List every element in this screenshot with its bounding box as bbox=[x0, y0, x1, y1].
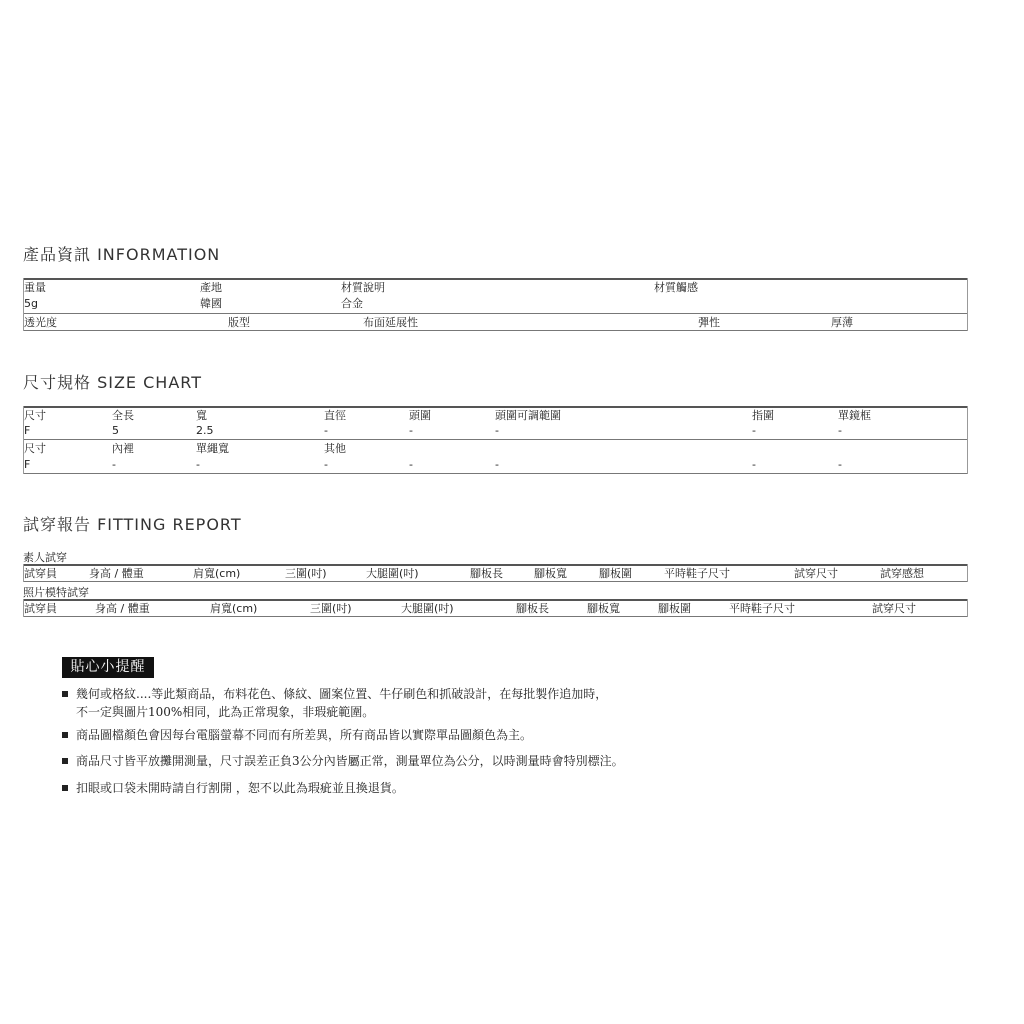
model-header-tried-size: 試穿尺寸 bbox=[872, 602, 916, 615]
amateur-label: 素人試穿 bbox=[23, 551, 67, 564]
info-section-title: 產品資訊 INFORMATION bbox=[23, 245, 221, 264]
divider bbox=[23, 439, 968, 440]
amateur-header-shoe-size: 平時鞋子尺寸 bbox=[664, 567, 730, 580]
info-header-material: 材質說明 bbox=[341, 281, 385, 294]
size-header-lens: 單鏡框 bbox=[838, 409, 871, 422]
info-header-stretch: 布面延展性 bbox=[363, 316, 418, 329]
amateur-header-height-weight: 身高 / 體重 bbox=[89, 567, 144, 580]
amateur-header-tester: 試穿員 bbox=[24, 567, 57, 580]
info-value-material: 合金 bbox=[341, 297, 363, 310]
size-value-diameter: - bbox=[324, 424, 328, 437]
fitting-section-title: 試穿報告 FITTING REPORT bbox=[23, 515, 242, 534]
size-value-lining: - bbox=[112, 458, 116, 471]
divider bbox=[23, 564, 968, 566]
size-header-finger: 指圍 bbox=[752, 409, 774, 422]
size-header-length: 全長 bbox=[112, 409, 134, 422]
info-table bbox=[23, 278, 968, 331]
size-header-width: 寬 bbox=[196, 409, 207, 422]
size-value-extra-4: - bbox=[838, 458, 842, 471]
size-header-head-adjust: 頭圍可調範圍 bbox=[495, 409, 561, 422]
divider bbox=[967, 278, 968, 331]
size-value-width: 2.5 bbox=[196, 424, 214, 437]
divider bbox=[23, 473, 968, 474]
divider bbox=[23, 616, 968, 617]
size-value-extra-1: - bbox=[409, 458, 413, 471]
size-header-head: 頭圍 bbox=[409, 409, 431, 422]
info-header-fit: 版型 bbox=[228, 316, 250, 329]
notice-text: 幾何或格紋....等此類商品，布料花色、條紋、圖案位置、牛仔刷色和抓破設計，在每批製作追加時， bbox=[76, 687, 608, 701]
info-header-opacity: 透光度 bbox=[24, 316, 57, 329]
model-header-tester: 試穿員 bbox=[24, 602, 57, 615]
amateur-header-thigh: 大腿圍(吋) bbox=[366, 567, 419, 580]
divider bbox=[23, 313, 968, 314]
amateur-header-feedback: 試穿感想 bbox=[880, 567, 924, 580]
notice-text: 商品圖檔顏色會因每台電腦螢幕不同而有所差異，所有商品皆以實際單品圖顏色為主。 bbox=[76, 728, 533, 742]
divider bbox=[967, 564, 968, 582]
size-header-rope-width: 單繩寬 bbox=[196, 442, 229, 455]
amateur-header-measurements: 三圍(吋) bbox=[285, 567, 327, 580]
model-header-foot-width: 腳板寬 bbox=[587, 602, 620, 615]
size-section-title: 尺寸規格 SIZE CHART bbox=[23, 373, 202, 392]
size-header-other: 其他 bbox=[324, 442, 346, 455]
divider bbox=[23, 406, 968, 408]
size-header-size: 尺寸 bbox=[24, 409, 46, 422]
size-value-extra-2: - bbox=[495, 458, 499, 471]
amateur-header-shoulder: 肩寬(cm) bbox=[193, 567, 241, 580]
size-header-lining: 內裡 bbox=[112, 442, 134, 455]
notice-text: 商品尺寸皆平放攤開測量，尺寸誤差正負3公分內皆屬正常，測量單位為公分，以時測量時會特別標注。 bbox=[76, 754, 624, 768]
amateur-header-foot-width: 腳板寬 bbox=[534, 567, 567, 580]
size-value-size: F bbox=[24, 424, 31, 437]
amateur-header-foot-girth: 腳板圍 bbox=[599, 567, 632, 580]
model-header-height-weight: 身高 / 體重 bbox=[95, 602, 150, 615]
model-table bbox=[23, 599, 968, 617]
model-header-shoe-size: 平時鞋子尺寸 bbox=[729, 602, 795, 615]
notice-text-continued: 不一定與圖片100%相同，此為正常現象，非瑕疵範圍。 bbox=[76, 705, 375, 719]
size-value-finger: - bbox=[752, 424, 756, 437]
divider bbox=[23, 581, 968, 582]
bullet-icon bbox=[62, 758, 68, 764]
size-header-size-2: 尺寸 bbox=[24, 442, 46, 455]
model-header-foot-length: 腳板長 bbox=[516, 602, 549, 615]
notice-text: 扣眼或口袋未開時請自行割開 ，恕不以此為瑕疵並且換退貨。 bbox=[76, 781, 404, 795]
info-value-origin: 韓國 bbox=[200, 297, 222, 310]
divider bbox=[23, 599, 968, 601]
bullet-icon bbox=[62, 691, 68, 697]
amateur-header-tried-size: 試穿尺寸 bbox=[794, 567, 838, 580]
divider bbox=[967, 599, 968, 617]
size-value-head: - bbox=[409, 424, 413, 437]
size-value-other: - bbox=[324, 458, 328, 471]
model-label: 照片模特試穿 bbox=[23, 586, 89, 599]
size-value-length: 5 bbox=[112, 424, 119, 437]
divider bbox=[23, 330, 968, 331]
size-value-extra-3: - bbox=[752, 458, 756, 471]
amateur-header-foot-length: 腳板長 bbox=[470, 567, 503, 580]
divider bbox=[23, 278, 968, 280]
divider bbox=[967, 406, 968, 474]
model-header-measurements: 三圍(吋) bbox=[310, 602, 352, 615]
amateur-table bbox=[23, 564, 968, 582]
info-header-weight: 重量 bbox=[24, 281, 46, 294]
size-value-rope-width: - bbox=[196, 458, 200, 471]
model-header-thigh: 大腿圍(吋) bbox=[401, 602, 454, 615]
info-header-thickness: 厚薄 bbox=[831, 316, 853, 329]
size-value-lens: - bbox=[838, 424, 842, 437]
info-value-weight: 5g bbox=[24, 297, 38, 310]
info-header-origin: 產地 bbox=[200, 281, 222, 294]
info-header-elasticity: 彈性 bbox=[698, 316, 720, 329]
size-value-head-adjust: - bbox=[495, 424, 499, 437]
info-header-texture: 材質觸感 bbox=[654, 281, 698, 294]
model-header-foot-girth: 腳板圍 bbox=[658, 602, 691, 615]
bullet-icon bbox=[62, 785, 68, 791]
model-header-shoulder: 肩寬(cm) bbox=[210, 602, 258, 615]
size-header-diameter: 直徑 bbox=[324, 409, 346, 422]
bullet-icon bbox=[62, 732, 68, 738]
size-value-size-2: F bbox=[24, 458, 31, 471]
size-table bbox=[23, 406, 968, 474]
notice-title: 貼心小提醒 bbox=[62, 657, 154, 678]
